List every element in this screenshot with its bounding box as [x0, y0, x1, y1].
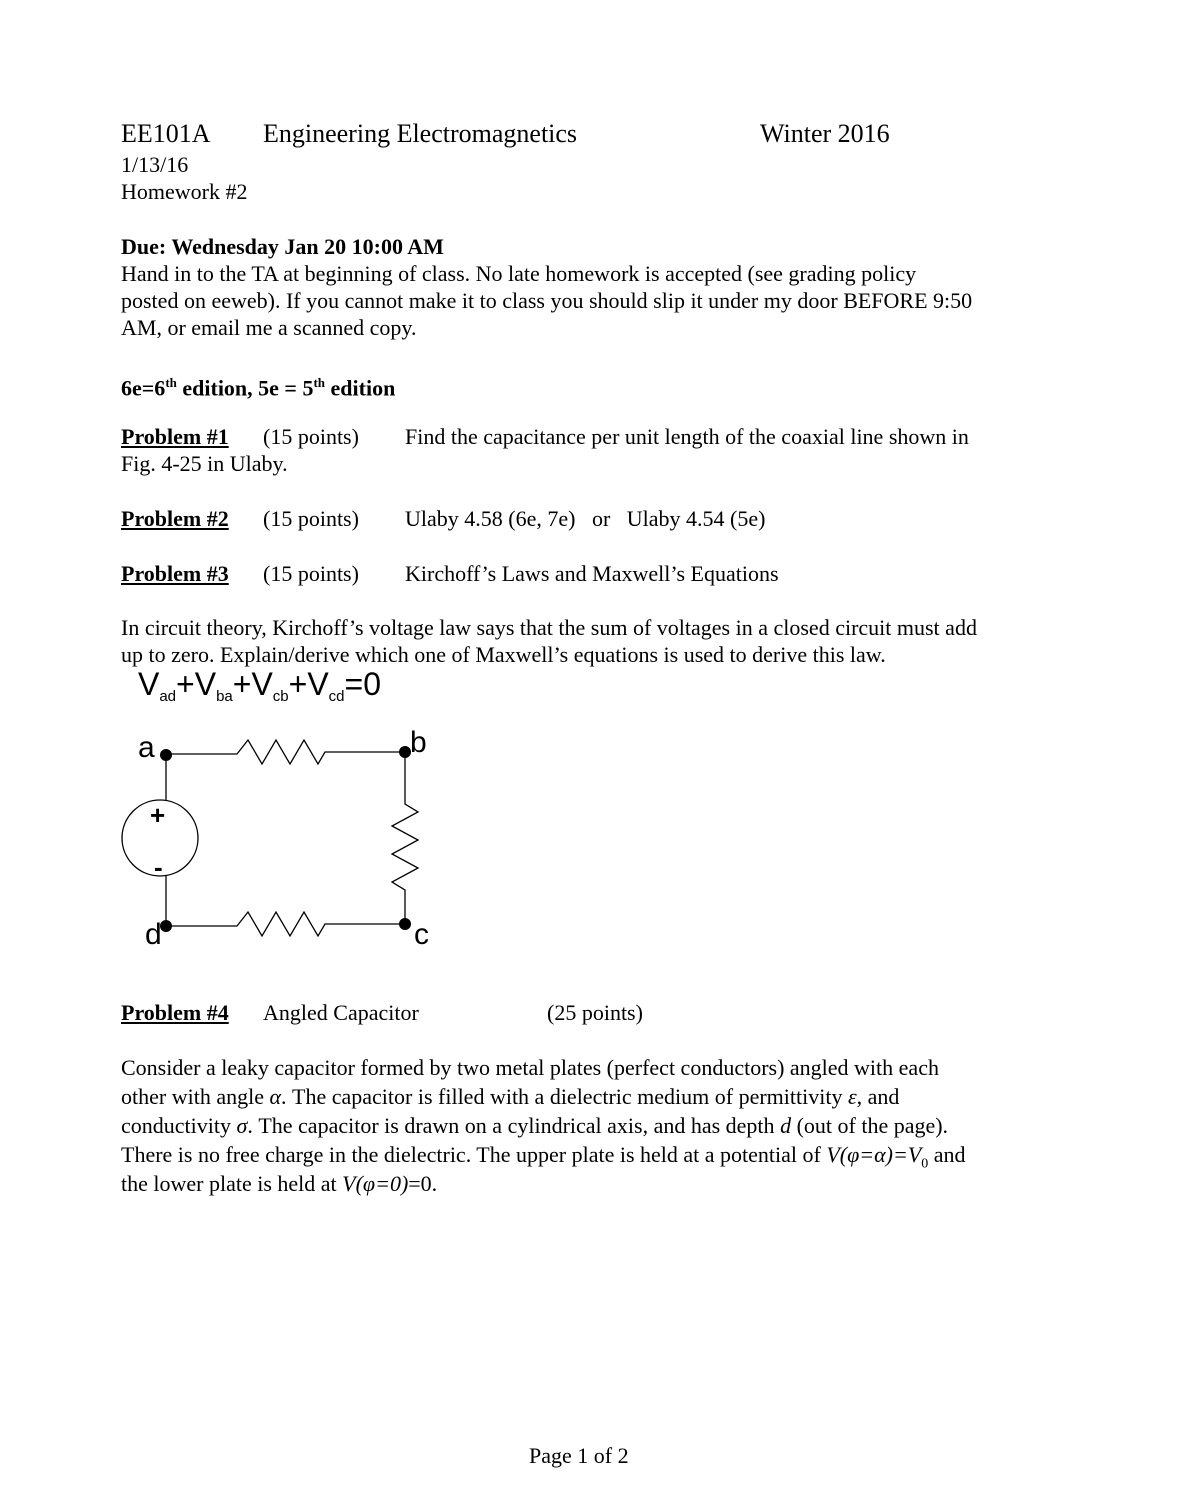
txt: (out of the page). — [791, 1113, 949, 1138]
p4-line — [121, 1170, 437, 1197]
top-wire-resistor — [166, 740, 405, 764]
plus-sign: + — [150, 800, 166, 830]
problem-1-text: Find the capacitance per unit length of the coaxial line shown in — [405, 424, 969, 449]
problem-3-label: Problem #3 — [121, 561, 229, 586]
problem-3-text: Kirchoff’s Laws and Maxwell’s Equations — [405, 561, 779, 586]
upper-potential: V(φ=α)=V — [826, 1142, 922, 1167]
problem-4-label: Problem #4 — [121, 1000, 229, 1025]
problem-4-title: Angled Capacitor — [263, 1000, 419, 1025]
node-c-label: c — [414, 918, 429, 951]
due-line: AM, or email me a scanned copy. — [121, 315, 417, 340]
p4-line: Consider a leaky capacitor formed by two metal plates (perfect conductors) angled with each — [121, 1055, 939, 1080]
eq-v: V — [307, 666, 329, 702]
p4-line — [121, 1112, 948, 1139]
problem-4-points: (25 points) — [547, 1000, 643, 1025]
txt: . The capacitor is filled with a dielectric medium of permittivity — [281, 1084, 848, 1109]
node-a-label: a — [138, 731, 155, 764]
due-line: Hand in to the TA at beginning of class. No late homework is accepted (see grading policy — [121, 261, 917, 286]
eq-v: V — [251, 666, 273, 702]
txt: . The capacitor is drawn on a cylindrical axis, and has depth — [247, 1113, 781, 1138]
problem-1-points: (15 points) — [263, 424, 359, 449]
eq-v: V — [194, 666, 217, 702]
ed-c: edition — [325, 375, 396, 401]
eq-rhs: =0 — [344, 666, 381, 702]
txt: There is no free charge in the dielectric. The upper plate is held at a potential of — [121, 1142, 827, 1167]
eq-sub: ad — [159, 688, 177, 705]
problem-2-text: Ulaby 4.58 (6e, 7e) or Ulaby 4.54 (5e) — [405, 506, 766, 531]
eq-sub: cd — [328, 688, 345, 705]
problem-3-points: (15 points) — [263, 561, 359, 586]
sub-0: 0 — [921, 1156, 929, 1172]
eq-plus: + — [176, 666, 195, 702]
p4-line — [121, 1083, 899, 1110]
problem-2-label: Problem #2 — [121, 506, 229, 531]
problem-2-points: (15 points) — [263, 506, 359, 531]
txt: conductivity — [121, 1113, 237, 1138]
txt: , and — [856, 1084, 900, 1109]
p3-line: up to zero. Explain/derive which one of Maxwell’s equations is used to derive this law. — [121, 642, 886, 667]
page-number: Page 1 of 2 — [529, 1443, 629, 1468]
sigma: σ — [236, 1113, 248, 1138]
due-line: posted on eeweb). If you cannot make it to class you should slip it under my door BEFORE 9:50 — [121, 288, 973, 313]
course-title: Engineering Electromagnetics — [263, 119, 578, 148]
problem-1-label: Problem #1 — [121, 424, 229, 449]
alpha: α — [269, 1084, 282, 1109]
node-d-label: d — [145, 918, 162, 951]
eq-sub: ba — [216, 688, 233, 705]
date: 1/13/16 — [121, 152, 189, 177]
txt: the lower plate is held at — [121, 1171, 343, 1196]
assignment-title: Homework #2 — [121, 179, 248, 204]
p3-line: In circuit theory, Kirchoff’s voltage law says that the sum of voltages in a closed circuit must add — [121, 615, 977, 640]
lower-potential: V(φ=0) — [342, 1171, 409, 1196]
epsilon: ε — [847, 1084, 857, 1109]
txt: other with angle — [121, 1084, 270, 1109]
ed-a: 6e=6 — [121, 375, 166, 401]
eq-v: V — [138, 666, 160, 702]
term: Winter 2016 — [760, 119, 890, 148]
txt: and — [928, 1142, 966, 1167]
eq-plus: + — [288, 666, 308, 702]
minus-sign: - — [154, 852, 163, 882]
ed-a-sup: th — [165, 375, 177, 390]
txt: =0. — [408, 1171, 438, 1196]
bottom-wire-resistor — [166, 912, 405, 936]
ed-b-sup: th — [313, 375, 326, 390]
depth-d: d — [780, 1113, 792, 1138]
eq-plus: + — [232, 666, 252, 702]
eq-sub: cb — [272, 688, 289, 705]
problem-1-text-cont: Fig. 4-25 in Ulaby. — [121, 451, 288, 476]
ed-b: edition, 5e = 5 — [176, 375, 314, 401]
due-heading: Due: Wednesday Jan 20 10:00 AM — [121, 234, 444, 259]
right-wire-resistor — [392, 752, 418, 924]
course-code: EE101A — [121, 119, 211, 148]
node-b-label: b — [410, 726, 427, 759]
